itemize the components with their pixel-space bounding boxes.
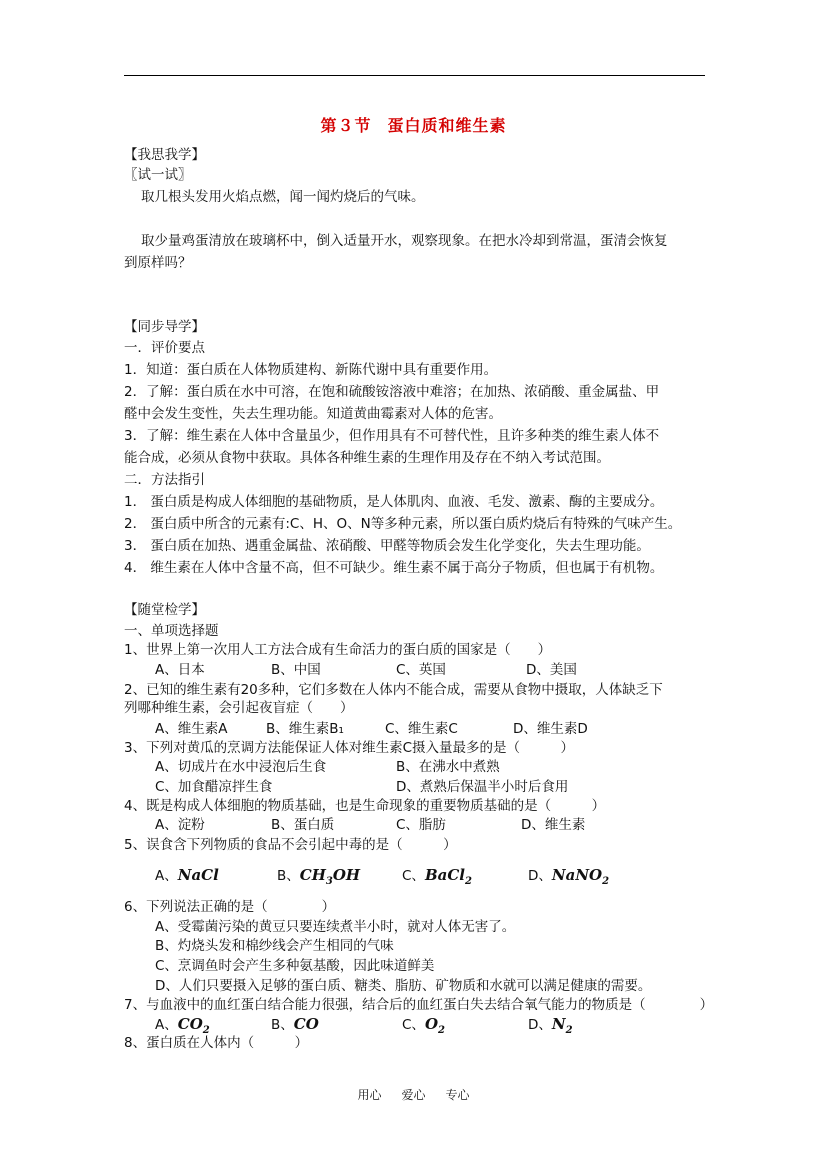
formula-subscript: 2: [202, 1025, 210, 1036]
formula-subscript: 2: [602, 876, 610, 887]
question-1: 1、世界上第一次用人工方法合成有生命活力的蛋白质的国家是（ ）: [124, 642, 552, 658]
question-3: 3、下列对黄瓜的烹调方法能保证人体对维生素C摄入量最多的是（ ）: [124, 740, 575, 756]
q5-option-b: [277, 866, 360, 891]
option-letter: B、: [271, 1017, 294, 1033]
formula-part: OH: [332, 866, 361, 884]
option-letter: A、: [155, 1017, 178, 1033]
formula-n2: [551, 1015, 573, 1036]
option-letter: B、: [277, 868, 300, 884]
eval-point-2-line-1: 2．了解：蛋白质在水中可溶，在饱和硫酸铵溶液中难溶；在加热、浓硝酸、重金属盐、甲: [124, 384, 660, 400]
eval-point-3-line-1: 3．了解：维生素在人体中含量虽少，但作用具有不可替代性，且许多种类的维生素人体不: [124, 428, 660, 444]
section-name: 蛋白质和维生素: [387, 116, 507, 135]
q5-option-c: [402, 866, 472, 891]
q5-option-a: [155, 866, 219, 885]
q2-option-a: A、维生素A: [155, 721, 228, 737]
q3-option-c: C、加食醋凉拌生食: [155, 779, 273, 795]
q5-option-d: [528, 866, 609, 891]
formula-subscript: 2: [565, 1025, 573, 1036]
formula-subscript: 2: [438, 1025, 445, 1036]
option-letter: C、: [402, 1017, 425, 1033]
q3-option-d: D、煮熟后保温半小时后食用: [396, 779, 569, 795]
eval-point-3-line-2: 能合成，必须从食物中获取。具体各种维生素的生理作用及存在不纳入考试范围。: [124, 450, 610, 466]
formula-bacl2: [424, 866, 472, 887]
q4-option-c: C、脂肪: [396, 817, 446, 833]
formula-part: BaCl: [424, 866, 465, 884]
formula-part: O: [424, 1015, 439, 1033]
question-5: 5、误食含下列物质的食品不会引起中毒的是（ ）: [124, 837, 457, 853]
formula-nacl: NaCl: [177, 866, 219, 884]
option-letter: A、: [155, 868, 178, 884]
eval-point-2-line-2: 醛中会发生变性，失去生理功能。知道黄曲霉素对人体的危害。: [124, 406, 502, 422]
q1-option-c: C、英国: [396, 662, 446, 678]
q2-option-d: D、维生素D: [513, 721, 588, 737]
formula-part: CO: [177, 1015, 203, 1033]
formula-co: CO: [293, 1015, 319, 1033]
formula-part: N: [551, 1015, 566, 1033]
q6-option-c: C、烹调鱼时会产生多种氨基酸，因此味道鲜美: [155, 958, 435, 974]
q3-option-a: A、切成片在水中浸泡后生食: [155, 759, 327, 775]
q1-option-b: B、中国: [271, 662, 321, 678]
q6-option-b: B、灼烧头发和棉纱线会产生相同的气味: [155, 938, 394, 954]
page-footer: [0, 1086, 827, 1103]
page-title: [0, 113, 827, 136]
section-heading-guide: 【同步导学】: [124, 319, 205, 335]
q6-option-d: D、人们只要摄入足够的蛋白质、糖类、脂肪、矿物质和水就可以满足健康的需要。: [155, 978, 652, 994]
question-7: 7、与血液中的血红蛋白结合能力很强，结合后的血红蛋白失去结合氧气能力的物质是（ ）: [124, 997, 714, 1013]
option-letter: D、: [528, 1017, 552, 1033]
formula-nano2: [551, 866, 610, 887]
formula-subscript: 2: [464, 876, 472, 887]
q6-option-a: A、受霉菌污染的黄豆只要连续煮半小时，就对人体无害了。: [155, 919, 516, 935]
q7-option-b: [271, 1015, 319, 1034]
q4-option-b: B、蛋白质: [271, 817, 335, 833]
try-paragraph-2-line-2: 到原样吗？: [124, 255, 192, 271]
method-point-2: 2． 蛋白质中所含的元素有:C、H、O、N等多种元素，所以蛋白质灼烧后有特殊的气味产生。: [124, 516, 682, 532]
footer-word-2: 爱心: [401, 1088, 426, 1102]
q7-option-d: [528, 1015, 573, 1040]
q3-option-b: B、在沸水中煮熟: [396, 759, 500, 775]
q2-option-c: C、维生素C: [385, 721, 458, 737]
question-2-line-1: 2、已知的维生素有20多种，它们多数在人体内不能合成，需要从食物中摄取，人体缺乏下: [124, 682, 663, 698]
q7-option-c: [402, 1015, 445, 1040]
question-8: 8、蛋白质在人体内（ ）: [124, 1035, 309, 1051]
eval-heading: 一．评价要点: [124, 340, 205, 356]
q1-option-a: A、日本: [155, 662, 205, 678]
footer-word-1: 用心: [357, 1088, 382, 1102]
choice-heading: 一、单项选择题: [124, 623, 219, 639]
section-heading-check: 【随堂检学】: [124, 602, 205, 618]
eval-point-1: 1．知道：蛋白质在人体物质建构、新陈代谢中具有重要作用。: [124, 362, 498, 378]
section-number: 第３节: [320, 116, 372, 135]
formula-ch3oh: [299, 866, 361, 887]
formula-part: NaNO: [551, 866, 603, 884]
q2-option-b: B、维生素B₁: [266, 721, 344, 737]
question-2-line-2: 列哪种维生素，会引起夜盲症（ ）: [124, 700, 354, 716]
section-heading-think: 【我思我学】: [124, 147, 205, 163]
formula-co2: [177, 1015, 210, 1036]
try-paragraph-2-line-1: 取少量鸡蛋清放在玻璃杯中，倒入适量开水，观察现象。在把水冷却到常温，蛋清会恢复: [141, 233, 668, 249]
q4-option-d: D、维生素: [521, 817, 586, 833]
footer-word-3: 专心: [445, 1088, 470, 1102]
header-rule: [124, 75, 705, 76]
formula-part: CH: [299, 866, 326, 884]
method-point-3: 3． 蛋白质在加热、遇重金属盐、浓硝酸、甲醛等物质会发生化学变化，失去生理功能。: [124, 538, 650, 554]
method-heading: 二．方法指引: [124, 472, 205, 488]
formula-o2: [424, 1015, 445, 1036]
method-point-1: 1． 蛋白质是构成人体细胞的基础物质，是人体肌肉、血液、毛发、激素、酶的主要成分。: [124, 494, 664, 510]
formula-subscript: 3: [325, 876, 333, 887]
try-paragraph-1: 取几根头发用火焰点燃，闻一闻灼烧后的气味。: [141, 189, 425, 205]
try-heading: 〖试一试〗: [124, 167, 192, 183]
q4-option-a: A、淀粉: [155, 817, 205, 833]
option-letter: C、: [402, 868, 425, 884]
option-letter: D、: [528, 868, 552, 884]
question-6: 6、下列说法正确的是（ ）: [124, 899, 336, 915]
method-point-4: 4． 维生素在人体中含量不高，但不可缺少。维生素不属于高分子物质，但也属于有机物。: [124, 560, 664, 576]
q1-option-d: D、美国: [526, 662, 577, 678]
question-4: 4、既是构成人体细胞的物质基础，也是生命现象的重要物质基础的是（ ）: [124, 798, 606, 814]
